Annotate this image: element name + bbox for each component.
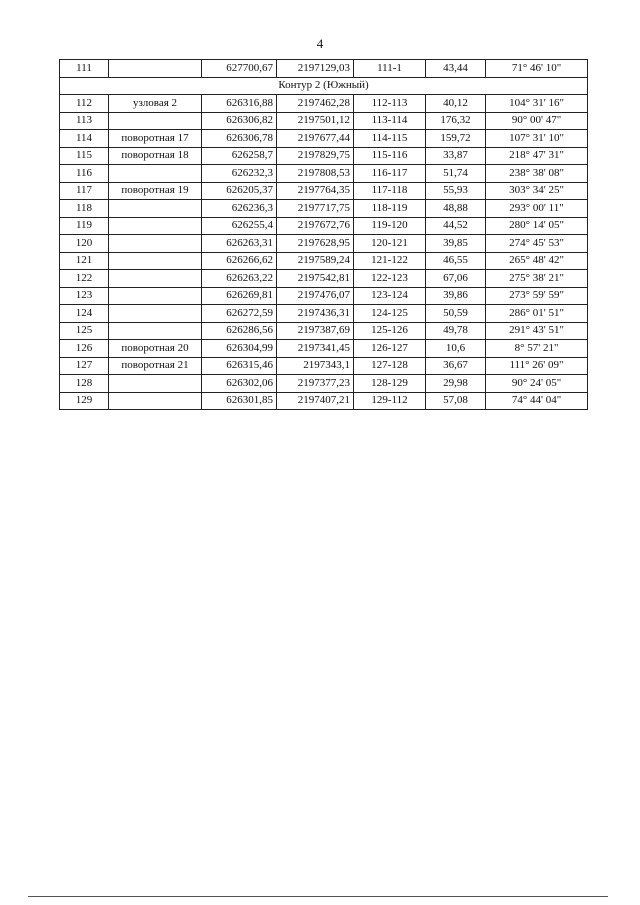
segment-length: 43,44 bbox=[426, 60, 486, 78]
point-number: 112 bbox=[60, 95, 109, 113]
coordinate-x: 626258,7 bbox=[202, 147, 277, 165]
direction-angle: 74° 44' 04" bbox=[486, 392, 588, 410]
page-number: 4 bbox=[316, 36, 324, 51]
segment: 117-118 bbox=[354, 182, 426, 200]
direction-angle: 90° 00' 47" bbox=[486, 112, 588, 130]
table-row bbox=[60, 287, 588, 305]
table-row bbox=[60, 182, 588, 200]
point-number: 113 bbox=[60, 112, 109, 130]
point-name bbox=[109, 200, 202, 218]
table-row bbox=[60, 252, 588, 270]
coordinate-y: 2197677,44 bbox=[277, 130, 354, 148]
direction-angle: 71° 46' 10" bbox=[486, 60, 588, 78]
point-name: узловая 2 bbox=[109, 95, 202, 113]
point-number: 120 bbox=[60, 235, 109, 253]
coordinate-y: 2197341,45 bbox=[277, 340, 354, 358]
segment: 116-117 bbox=[354, 165, 426, 183]
segment-length: 46,55 bbox=[426, 252, 486, 270]
coordinate-x: 626269,81 bbox=[202, 287, 277, 305]
table-row bbox=[60, 200, 588, 218]
coordinate-x: 626306,82 bbox=[202, 112, 277, 130]
point-name bbox=[109, 60, 202, 78]
segment: 129-112 bbox=[354, 392, 426, 410]
coordinate-x: 626263,22 bbox=[202, 270, 277, 288]
coordinate-y: 2197628,95 bbox=[277, 235, 354, 253]
table-row bbox=[60, 392, 588, 410]
segment-length: 10,6 bbox=[426, 340, 486, 358]
coordinate-x: 626263,31 bbox=[202, 235, 277, 253]
direction-angle: 238° 38' 08" bbox=[486, 165, 588, 183]
direction-angle: 265° 48' 42" bbox=[486, 252, 588, 270]
point-name bbox=[109, 392, 202, 410]
direction-angle: 273° 59' 59" bbox=[486, 287, 588, 305]
direction-angle: 111° 26' 09" bbox=[486, 357, 588, 375]
direction-angle: 293° 00' 11" bbox=[486, 200, 588, 218]
point-name bbox=[109, 252, 202, 270]
section-header-row bbox=[60, 77, 588, 95]
direction-angle: 90° 24' 05" bbox=[486, 375, 588, 393]
table-row bbox=[60, 375, 588, 393]
table-row bbox=[60, 60, 588, 78]
point-name bbox=[109, 112, 202, 130]
coordinates-table bbox=[59, 59, 588, 410]
coordinate-x: 626315,46 bbox=[202, 357, 277, 375]
coordinate-x: 627700,67 bbox=[202, 60, 277, 78]
segment: 128-129 bbox=[354, 375, 426, 393]
direction-angle: 286° 01' 51" bbox=[486, 305, 588, 323]
point-number: 121 bbox=[60, 252, 109, 270]
segment-length: 57,08 bbox=[426, 392, 486, 410]
segment: 111-1 bbox=[354, 60, 426, 78]
point-number: 114 bbox=[60, 130, 109, 148]
segment: 120-121 bbox=[354, 235, 426, 253]
segment-length: 40,12 bbox=[426, 95, 486, 113]
coordinate-y: 2197542,81 bbox=[277, 270, 354, 288]
coordinate-y: 2197436,31 bbox=[277, 305, 354, 323]
coordinate-x: 626236,3 bbox=[202, 200, 277, 218]
segment: 113-114 bbox=[354, 112, 426, 130]
direction-angle: 303° 34' 25" bbox=[486, 182, 588, 200]
coordinate-y: 2197717,75 bbox=[277, 200, 354, 218]
segment: 112-113 bbox=[354, 95, 426, 113]
coordinate-y: 2197501,12 bbox=[277, 112, 354, 130]
direction-angle: 274° 45' 53" bbox=[486, 235, 588, 253]
point-number: 129 bbox=[60, 392, 109, 410]
segment-length: 159,72 bbox=[426, 130, 486, 148]
point-number: 111 bbox=[60, 60, 109, 78]
point-name: поворотная 21 bbox=[109, 357, 202, 375]
point-number: 115 bbox=[60, 147, 109, 165]
coordinate-x: 626255,4 bbox=[202, 217, 277, 235]
point-name: поворотная 17 bbox=[109, 130, 202, 148]
segment-length: 51,74 bbox=[426, 165, 486, 183]
table-row bbox=[60, 340, 588, 358]
point-number: 123 bbox=[60, 287, 109, 305]
table-row bbox=[60, 322, 588, 340]
coordinate-y: 2197343,1 bbox=[277, 357, 354, 375]
segment-length: 176,32 bbox=[426, 112, 486, 130]
coordinate-y: 2197672,76 bbox=[277, 217, 354, 235]
point-name: поворотная 19 bbox=[109, 182, 202, 200]
coordinate-x: 626306,78 bbox=[202, 130, 277, 148]
coordinate-y: 2197764,35 bbox=[277, 182, 354, 200]
direction-angle: 104° 31' 16" bbox=[486, 95, 588, 113]
direction-angle: 8° 57' 21" bbox=[486, 340, 588, 358]
segment: 123-124 bbox=[354, 287, 426, 305]
coordinate-x: 626232,3 bbox=[202, 165, 277, 183]
coordinate-y: 2197129,03 bbox=[277, 60, 354, 78]
segment-length: 33,87 bbox=[426, 147, 486, 165]
coordinate-y: 2197462,28 bbox=[277, 95, 354, 113]
point-number: 128 bbox=[60, 375, 109, 393]
direction-angle: 107° 31' 10" bbox=[486, 130, 588, 148]
table-row bbox=[60, 270, 588, 288]
point-number: 118 bbox=[60, 200, 109, 218]
segment: 126-127 bbox=[354, 340, 426, 358]
table-row bbox=[60, 357, 588, 375]
point-number: 127 bbox=[60, 357, 109, 375]
table-row bbox=[60, 217, 588, 235]
segment: 114-115 bbox=[354, 130, 426, 148]
coordinate-y: 2197407,21 bbox=[277, 392, 354, 410]
segment: 122-123 bbox=[354, 270, 426, 288]
coordinate-x: 626266,62 bbox=[202, 252, 277, 270]
table-row bbox=[60, 165, 588, 183]
segment-length: 49,78 bbox=[426, 322, 486, 340]
point-name bbox=[109, 375, 202, 393]
table-row bbox=[60, 130, 588, 148]
segment: 115-116 bbox=[354, 147, 426, 165]
point-number: 122 bbox=[60, 270, 109, 288]
point-name bbox=[109, 217, 202, 235]
segment: 118-119 bbox=[354, 200, 426, 218]
coordinate-y: 2197476,07 bbox=[277, 287, 354, 305]
coordinate-x: 626316,88 bbox=[202, 95, 277, 113]
point-number: 117 bbox=[60, 182, 109, 200]
coordinate-x: 626302,06 bbox=[202, 375, 277, 393]
segment-length: 39,85 bbox=[426, 235, 486, 253]
point-name bbox=[109, 305, 202, 323]
segment: 121-122 bbox=[354, 252, 426, 270]
segment-length: 44,52 bbox=[426, 217, 486, 235]
coordinate-y: 2197589,24 bbox=[277, 252, 354, 270]
segment-length: 55,93 bbox=[426, 182, 486, 200]
coordinate-y: 2197377,23 bbox=[277, 375, 354, 393]
point-name bbox=[109, 165, 202, 183]
coordinate-x: 626205,37 bbox=[202, 182, 277, 200]
coordinate-y: 2197387,69 bbox=[277, 322, 354, 340]
point-name bbox=[109, 235, 202, 253]
direction-angle: 275° 38' 21" bbox=[486, 270, 588, 288]
coordinate-x: 626272,59 bbox=[202, 305, 277, 323]
segment-length: 48,88 bbox=[426, 200, 486, 218]
direction-angle: 218° 47' 31" bbox=[486, 147, 588, 165]
table-row bbox=[60, 235, 588, 253]
table-row bbox=[60, 112, 588, 130]
segment-length: 39,86 bbox=[426, 287, 486, 305]
coordinate-x: 626304,99 bbox=[202, 340, 277, 358]
segment: 124-125 bbox=[354, 305, 426, 323]
point-name bbox=[109, 322, 202, 340]
point-number: 126 bbox=[60, 340, 109, 358]
coordinate-y: 2197808,53 bbox=[277, 165, 354, 183]
point-number: 116 bbox=[60, 165, 109, 183]
point-number: 124 bbox=[60, 305, 109, 323]
segment-length: 29,98 bbox=[426, 375, 486, 393]
segment-length: 67,06 bbox=[426, 270, 486, 288]
table-row bbox=[60, 147, 588, 165]
footer-divider bbox=[28, 896, 608, 897]
point-name bbox=[109, 287, 202, 305]
point-name bbox=[109, 270, 202, 288]
section-title: Контур 2 (Южный) bbox=[60, 77, 588, 95]
point-name: поворотная 20 bbox=[109, 340, 202, 358]
segment: 119-120 bbox=[354, 217, 426, 235]
coordinate-x: 626301,85 bbox=[202, 392, 277, 410]
segment-length: 36,67 bbox=[426, 357, 486, 375]
segment: 125-126 bbox=[354, 322, 426, 340]
point-name: поворотная 18 bbox=[109, 147, 202, 165]
segment-length: 50,59 bbox=[426, 305, 486, 323]
rows-body bbox=[60, 95, 588, 410]
table-row bbox=[60, 305, 588, 323]
direction-angle: 280° 14' 05" bbox=[486, 217, 588, 235]
point-number: 125 bbox=[60, 322, 109, 340]
coordinate-x: 626286,56 bbox=[202, 322, 277, 340]
direction-angle: 291° 43' 51" bbox=[486, 322, 588, 340]
segment: 127-128 bbox=[354, 357, 426, 375]
table-row bbox=[60, 95, 588, 113]
point-number: 119 bbox=[60, 217, 109, 235]
coordinate-y: 2197829,75 bbox=[277, 147, 354, 165]
